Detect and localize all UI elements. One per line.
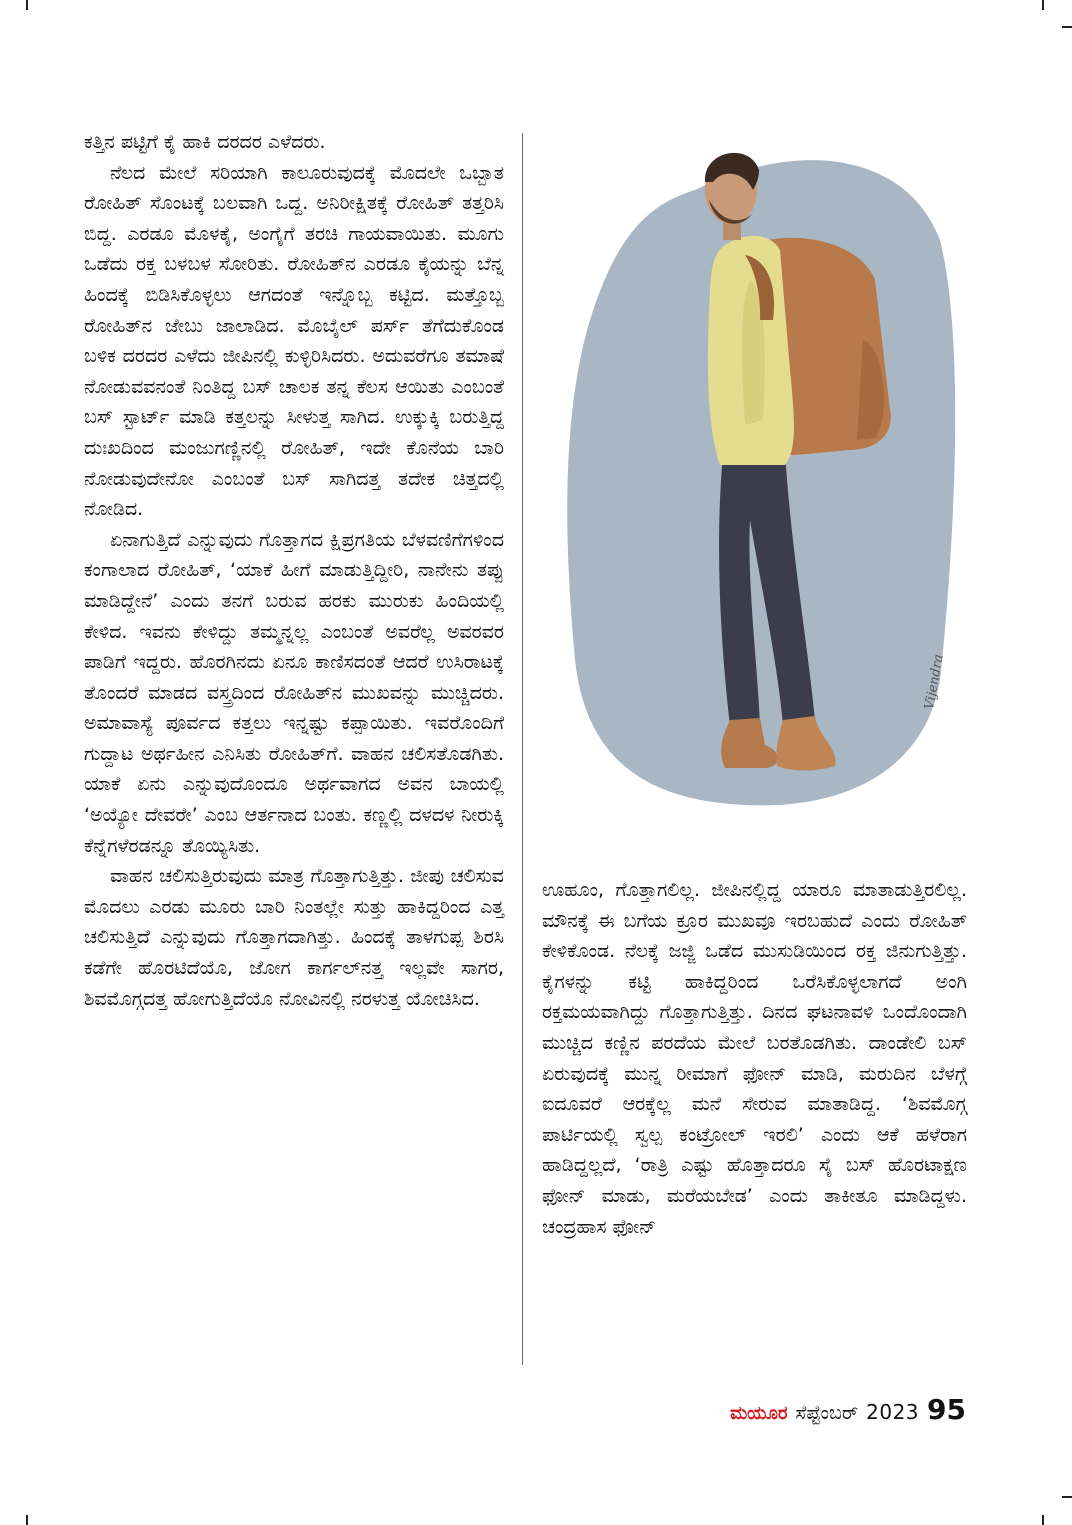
magazine-brand: ಮಯೂರ <box>730 1403 788 1424</box>
man-with-backpack-illustration <box>545 120 965 820</box>
crop-mark-bottom-left <box>26 1515 28 1525</box>
paragraph: ವಾಹನ ಚಲಿಸುತ್ತಿರುವುದು ಮಾತ್ರ ಗೊತ್ತಾಗುತ್ತಿತ್ತು. ಜೀಪು ಚಲಿಸುವ ಮೊದಲು ಎರಡು ಮೂರು ಬಾರಿ ನಿಂತಲ್ಲೇ ಸುತ್ತು ಹಾಕಿದ್ದರಿಂದ ಎತ್ತ ಚಲಿಸುತ್ತಿದೆ ಎನ್ನುವುದು ಗೊತ್ತಾಗದಾಗಿತ್ತು. ಹಿಂದಕ್ಕೆ ತಾಳಗುಪ್ಪ ಶಿರಸಿ ಕಡೆಗೇ ಹೊರಟಿದೆಯೊ, ಜೋಗ ಕಾರ್ಗಲ್‌ನತ್ತ ಇಲ್ಲವೇ ಸಾಗರ, ಶಿವಮೊಗ್ಗದತ್ತ ಹೋಗುತ್ತಿದೆಯೊ ನೋವಿನಲ್ಲಿ ನರಳುತ್ತ ಯೋಚಿಸಿದ. <box>84 865 504 1010</box>
column-divider <box>522 133 523 1365</box>
right-text-column <box>542 875 967 1242</box>
page-footer <box>726 1393 966 1427</box>
crop-mark-bottom-right <box>1042 1515 1044 1525</box>
paragraph: ನೆಲದ ಮೇಲೆ ಸರಿಯಾಗಿ ಕಾಲೂರುವುದಕ್ಕೆ ಮೊದಲೇ ಒಬ್ಬಾತ ರೋಹಿತ್ ಸೊಂಟಕ್ಕೆ ಬಲವಾಗಿ ಒದ್ದ. ಅನಿರೀಕ್ಷಿತಕ್ಕೆ ರೋಹಿತ್ ತತ್ತರಿಸಿ ಬಿದ್ದ. ಎರಡೂ ಮೊಳಕೈ, ಅಂಗೈಗೆ ತರಚಿ ಗಾಯವಾಯಿತು. ಮೂಗು ಒಡೆದು ರಕ್ತ ಬಳಬಳ ಸೋರಿತು. ರೋಹಿತ್‌ನ ಎರಡೂ ಕೈಯನ್ನು ಬೆನ್ನ ಹಿಂದಕ್ಕೆ ಬಿಡಿಸಿಕೊಳ್ಳಲು ಆಗದಂತೆ ಇನ್ನೊಬ್ಬ ಕಟ್ಟಿದ. ಮತ್ತೊಬ್ಬ ರೋಹಿತ್‌ನ ಜೇಬು ಜಾಲಾಡಿದ. ಮೊಬೈಲ್ ಪರ್ಸ್ ತೆಗೆದುಕೊಂಡ ಬಳಿಕ ದರದರ ಎಳೆದು ಜೀಪಿನಲ್ಲಿ ಕುಳ್ಳಿರಿಸಿದರು. ಅದುವರೆಗೂ ತಮಾಷೆ ನೋಡುವವನಂತೆ ನಿಂತಿದ್ದ ಬಸ್ ಚಾಲಕ ತನ್ನ ಕೆಲಸ ಆಯಿತು ಎಂಬಂತೆ ಬಸ್ ಸ್ಟಾರ್ಟ್ ಮಾಡಿ ಕತ್ತಲನ್ನು ಸೀಳುತ್ತ ಸಾಗಿದ. ಉಕ್ಕುಕ್ಕಿ ಬರುತ್ತಿದ್ದ ದುಃಖದಿಂದ ಮಂಜುಗಣ್ಣಿನಲ್ಲಿ ರೋಹಿತ್, ಇದೇ ಕೊನೆಯ ಬಾರಿ ನೋಡುವುದೇನೋ ಎಂಬಂತೆ ಬಸ್ ಸಾಗಿದತ್ತ ತದೇಕ ಚಿತ್ತದಲ್ಲಿ ನೋಡಿದ. <box>84 161 504 521</box>
crop-mark-top-left <box>26 0 28 10</box>
illustration-svg <box>545 120 965 820</box>
issue-year: 2023 <box>866 1400 920 1424</box>
crop-mark-right-bottom <box>1062 1496 1072 1498</box>
paragraph: ಊಹೂಂ, ಗೊತ್ತಾಗಲಿಲ್ಲ. ಜೀಪಿನಲ್ಲಿದ್ದ ಯಾರೂ ಮಾತಾಡುತ್ತಿರಲಿಲ್ಲ. ಮೌನಕ್ಕೆ ಈ ಬಗೆಯ ಕ್ರೂರ ಮುಖವೂ ಇರಬಹುದೆ ಎಂದು ರೋಹಿತ್ ಕೇಳಿಕೊಂಡ. ನೆಲಕ್ಕೆ ಜಜ್ಜಿ ಒಡೆದ ಮುಸುಡಿಯಿಂದ ರಕ್ತ ಜಿನುಗುತ್ತಿತ್ತು. ಕೈಗಳನ್ನು ಕಟ್ಟಿ ಹಾಕಿದ್ದರಿಂದ ಒರೆಸಿಕೊಳ್ಳಲಾಗದೆ ಅಂಗಿ ರಕ್ತಮಯವಾಗಿದ್ದು ಗೊತ್ತಾಗುತ್ತಿತ್ತು. ದಿನದ ಘಟನಾವಳಿ ಒಂದೊಂದಾಗಿ ಮುಚ್ಚಿದ ಕಣ್ಣಿನ ಪರದೆಯ ಮೇಲೆ ಬರತೊಡಗಿತು. ದಾಂಡೇಲಿ ಬಸ್ ಏರುವುದಕ್ಕೆ ಮುನ್ನ ರೀಮಾಗೆ ಫೋನ್ ಮಾಡಿ, ಮರುದಿನ ಬೆಳಗ್ಗೆ ಐದೂವರೆ ಆರಕ್ಕೆಲ್ಲ ಮನೆ ಸೇರುವ ಮಾತಾಡಿದ್ದ. ‘ಶಿವಮೊಗ್ಗ ಪಾರ್ಟಿಯಲ್ಲಿ ಸ್ವಲ್ಪ ಕಂಟ್ರೋಲ್ ಇರಲಿ’ ಎಂದು ಆಕೆ ಹಳೆರಾಗ ಹಾಡಿದ್ದಲ್ಲದೆ, ‘ರಾತ್ರಿ ಎಷ್ಟು ಹೊತ್ತಾದರೂ ಸೈ ಬಸ್ ಹೊರಟಾಕ್ಷಣ ಫೋನ್ ಮಾಡು, ಮರೆಯಬೇಡ’ ಎಂದು ತಾಕೀತೂ ಮಾಡಿದ್ದಳು. ಚಂದ್ರಹಾಸ ಫೋನ್ <box>542 879 967 1238</box>
crop-mark-right-top <box>1062 26 1072 28</box>
paragraph: ಕತ್ತಿನ ಪಟ್ಟಿಗೆ ಕೈ ಹಾಕಿ ದರದರ ಎಳೆದರು. <box>84 131 326 153</box>
artist-signature: Vijendra <box>922 653 947 711</box>
issue-month: ಸೆಪ್ಟೆಂಬರ್ <box>795 1402 859 1424</box>
paragraph: ಏನಾಗುತ್ತಿದೆ ಎನ್ನುವುದು ಗೊತ್ತಾಗದ ಕ್ಷಿಪ್ರಗತಿಯ ಬೆಳವಣಿಗೆಗಳಿಂದ ಕಂಗಾಲಾದ ರೋಹಿತ್, ‘ಯಾಕೆ ಹೀಗೆ ಮಾಡುತ್ತಿದ್ದೀರಿ, ನಾನೇನು ತಪ್ಪು ಮಾಡಿದ್ದೇನೆ’ ಎಂದು ತನಗೆ ಬರುವ ಹರಕು ಮುರುಕು ಹಿಂದಿಯಲ್ಲಿ ಕೇಳಿದ. ಇವನು ಕೇಳಿದ್ದು ತಮ್ಮನ್ನಲ್ಲ ಎಂಬಂತೆ ಅವರೆಲ್ಲ ಅವರವರ ಪಾಡಿಗೆ ಇದ್ದರು. ಹೊರಗಿನದು ಏನೂ ಕಾಣಿಸದಂತೆ ಆದರೆ ಉಸಿರಾಟಕ್ಕೆ ತೊಂದರೆ ಮಾಡದ ವಸ್ತ್ರದಿಂದ ರೋಹಿತ್‌ನ ಮುಖವನ್ನು ಮುಚ್ಚಿದರು. ಅಮಾವಾಸ್ಯೆ ಪೂರ್ವದ ಕತ್ತಲು ಇನ್ನಷ್ಟು ಕಪ್ಪಾಯಿತು. ಇವರೊಂದಿಗೆ ಗುದ್ದಾಟ ಅರ್ಥಹೀನ ಎನಿಸಿತು ರೋಹಿತ್‌ಗೆ. ವಾಹನ ಚಲಿಸತೊಡಗಿತು. ಯಾಕೆ ಏನು ಎನ್ನುವುದೊಂದೂ ಅರ್ಥವಾಗದ ಅವನ ಬಾಯಲ್ಲಿ ‘ಅಯ್ಯೋ ದೇವರೇ’ ಎಂಬ ಆರ್ತನಾದ ಬಂತು. ಕಣ್ಣಲ್ಲಿ ದಳದಳ ನೀರುಕ್ಕಿ ಕೆನ್ನೆಗಳೆರಡನ್ನೂ ತೊಯ್ಯಿಸಿತು. <box>84 528 504 857</box>
left-text-column <box>84 127 504 1014</box>
page-number: 95 <box>927 1393 966 1426</box>
crop-mark-top-right <box>1042 0 1044 10</box>
